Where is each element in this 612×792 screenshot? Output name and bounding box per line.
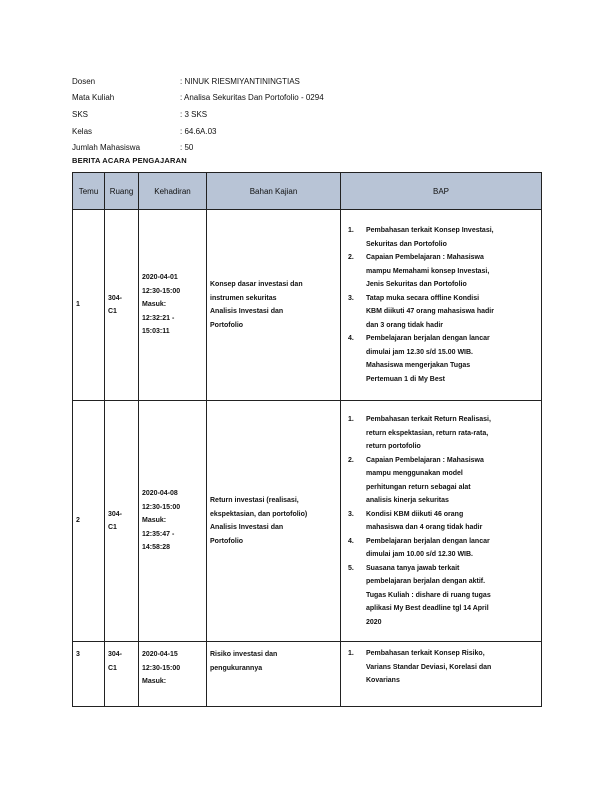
table-row [73,210,542,401]
kehadiran-line: Masuk: [142,517,167,525]
bahan-line: instrumen sekuritas [210,294,277,302]
cell-ruang [105,642,139,707]
bap-item-line: Pembahasan terkait Konsep Investasi, [366,227,494,234]
cell-bahan-kajian [207,642,341,707]
kehadiran-line: 12:35:47 - [142,530,175,538]
bap-item-line: Pembelajaran berjalan dengan lancar [366,537,490,545]
bap-item-number: 1. [348,227,354,234]
bap-item-text [366,251,538,292]
cell-temu: 1 [73,210,105,401]
cell-kehadiran [139,642,207,707]
bap-item-number: 3. [348,510,354,518]
ruang-line: C1 [108,308,117,315]
info-value: : 64.6A.03 [180,126,217,136]
kehadiran-line: Masuk: [142,678,167,685]
bap-item-line: Kondisi KBM diikuti 46 orang [366,510,464,518]
cell-bap [341,401,542,642]
bap-item-line: pembelajaran berjalan dengan aktif. [366,578,486,585]
table-header-row [73,173,542,210]
bap-table [72,172,542,707]
header-ruang: Ruang [105,173,139,210]
header-temu: Temu [73,173,105,210]
cell-temu: 2 [73,401,105,642]
bap-item-number: 5. [348,564,354,572]
kehadiran-line: Masuk: [142,301,167,309]
cell-temu: 3 [73,642,105,707]
kehadiran-line: 12:30-15:00 [142,664,181,672]
bap-item-line: mahasiswa dan 4 orang tidak hadir [366,524,483,531]
bap-item-number: 1. [348,650,354,657]
bahan-line: Portofolio [210,537,244,545]
bap-item-number: 4. [348,335,354,342]
info-value: : NINUK RIESMIYANTININGTIAS [180,76,300,86]
bap-item-line: Pembahasan terkait Return Realisasi, [366,416,491,423]
bap-list-item [348,251,538,292]
bap-item-text [366,647,538,688]
header-kehadiran: Kehadiran [139,173,207,210]
bahan-line: Portofolio [210,321,244,329]
bap-item-line: Pertemuan 1 di My Best [366,375,445,383]
bap-item-line: Kovarians [366,677,400,684]
cell-kehadiran [139,210,207,401]
bap-item-line: analisis kinerja sekuritas [366,497,449,504]
cell-ruang [105,401,139,642]
bap-item-line: Mahasiswa mengerjakan Tugas [366,362,471,369]
header-bap: BAP [341,173,542,210]
bap-list-item [348,647,538,688]
cell-ruang [105,210,139,401]
bap-list-item [348,292,538,333]
bap-item-line: dimulai jam 10.00 s/d 12.30 WIB. [366,551,473,558]
bap-list-item [348,535,538,562]
cell-bahan-kajian [207,401,341,642]
bap-item-line: 2020 [366,618,382,626]
bahan-line: Risiko investasi dan [210,651,278,658]
bap-item-text [366,454,538,508]
info-row-mata-kuliah [72,90,324,107]
bap-item-line: Tatap muka secara offline Kondisi [366,294,480,302]
table-row [73,401,542,642]
bahan-line: Konsep dasar investasi dan [210,281,303,288]
bap-item-line: Suasana tanya jawab terkait [366,564,460,572]
header-bahan-kajian: Bahan Kajian [207,173,341,210]
info-value: : Analisa Sekuritas Dan Portofolio - 0294 [180,93,324,103]
kehadiran-line: 2020-04-15 [142,651,178,658]
bap-list-item [348,224,538,251]
bap-item-text [366,292,538,333]
bap-item-line: Varians Standar Deviasi, Korelasi dan [366,663,492,671]
bap-item-line: Sekuritas dan Portofolio [366,240,447,248]
bap-item-line: return ekspektasian, return rata-rata, [366,429,489,437]
bap-item-text [366,224,538,251]
kehadiran-line: 14:58:28 [142,544,171,552]
ruang-line: C1 [108,664,117,672]
bap-item-line: KBM diikuti 47 orang mahasiswa hadir [366,308,494,315]
bap-item-text [366,332,538,386]
kehadiran-line: 15:03:11 [142,328,170,336]
bap-list [344,413,538,629]
info-value: : 50 [180,143,194,153]
bap-list [344,224,538,386]
kehadiran-line: 2020-04-08 [142,490,178,498]
table-row [73,642,542,707]
course-info [72,73,324,156]
info-key: Mata Kuliah [72,93,115,103]
bap-list-item [348,332,538,386]
kehadiran-line: 2020-04-01 [142,274,178,282]
bap-item-line: Capaian Pembelajaran : Mahasiswa [366,456,484,464]
info-key: Jumlah Mahasiswa [72,143,141,153]
cell-bap [341,210,542,401]
ruang-line: 304- [108,294,123,302]
bap-item-number: 2. [348,456,354,464]
bap-list-item [348,562,538,630]
bap-item-text [366,562,538,630]
bap-item-line: dan 3 orang tidak hadir [366,321,444,329]
kehadiran-line: 12:32:21 - [142,314,175,322]
info-key: SKS [72,109,89,119]
bap-item-number: 3. [348,294,354,302]
kehadiran-line: 12:30-15:00 [142,287,181,295]
bap-item-line: Capaian Pembelajaran : Mahasiswa [366,254,484,261]
info-row-jumlah-mahasiswa [72,139,324,156]
bap-item-number: 1. [348,416,354,423]
bap-list [344,647,538,688]
section-title: BERITA ACARA PENGAJARAN [72,156,187,165]
bahan-line: pengukurannya [210,664,263,672]
bap-list-item [348,508,538,535]
ruang-line: C1 [108,524,117,531]
bap-item-line: Tugas Kuliah : dishare di ruang tugas [366,591,491,599]
bap-list-item [348,454,538,508]
bap-item-text [366,413,538,454]
info-key: Kelas [72,126,93,136]
bahan-line: Return investasi (realisasi, [210,497,299,504]
ruang-line: 304- [108,651,123,658]
bahan-line: Analisis Investasi dan [210,524,284,531]
info-row-dosen [72,73,324,90]
bap-item-line: aplikasi My Best deadline tgl 14 April [366,605,489,612]
kehadiran-line: 12:30-15:00 [142,503,181,511]
cell-bahan-kajian [207,210,341,401]
bap-item-line: mampu Memahami konsep Investasi, [366,267,490,275]
bap-item-line: return portofolio [366,443,421,450]
bap-item-number: 4. [348,537,354,545]
bap-list-item [348,413,538,454]
bahan-line: ekspektasian, dan portofolio) [210,510,308,518]
info-row-sks [72,106,324,123]
bap-item-line: perhitungan return sebagai alat [366,483,471,491]
ruang-line: 304- [108,510,123,518]
bap-item-line: mampu menggunakan model [366,470,463,477]
info-row-kelas [72,123,324,140]
bap-item-text [366,508,538,535]
info-value: : 3 SKS [180,109,208,119]
bahan-line: Analisis Investasi dan [210,308,284,315]
bap-item-number: 2. [348,254,354,261]
bap-item-line: dimulai jam 12.30 s/d 15.00 WIB. [366,348,473,356]
bap-item-text [366,535,538,562]
cell-kehadiran [139,401,207,642]
info-key: Dosen [72,76,96,86]
bap-item-line: Pembelajaran berjalan dengan lancar [366,335,490,342]
bap-item-line: Jenis Sekuritas dan Portofolio [366,281,467,288]
cell-bap [341,642,542,707]
bap-item-line: Pembahasan terkait Konsep Risiko, [366,650,485,657]
